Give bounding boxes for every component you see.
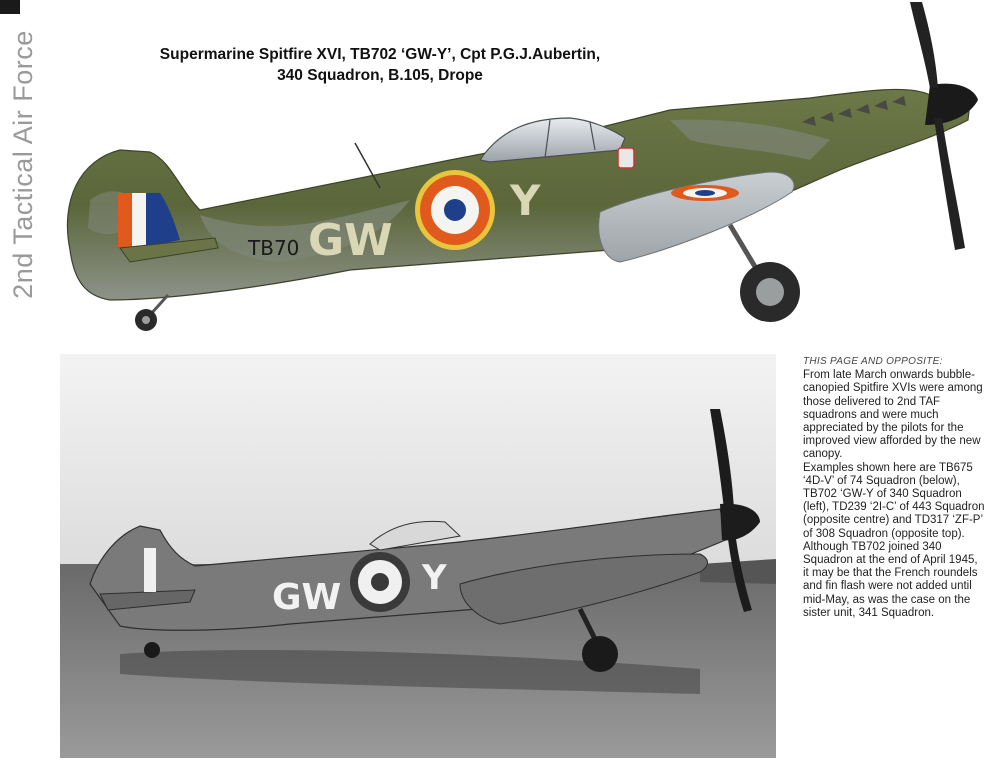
corner-block [0,0,20,14]
photo-tail-wheel [144,642,160,658]
photo-main-wheel [582,636,618,672]
caption-heading: THIS PAGE AND OPPOSITE: [803,356,943,367]
photo-code-letter-right: Y [422,558,447,598]
fuselage-roundel-blue [444,199,466,221]
code-letter-right: Y [510,176,541,225]
caption-line-2: 340 Squadron, B.105, Drope [277,67,483,84]
propeller-spinner [925,84,978,125]
spitfire-profile-illustration [50,0,990,340]
propeller-blade-upper [910,2,938,88]
tail-wheel-hub [142,316,150,324]
caption-paragraph-2: Examples shown here are TB675 ‘4D-V’ of 74 Squadron (below), TB702 ‘GW-Y of 340 Squadron (left), TD239 ‘2I-C’ of 443 Squadron (opposite centre) and TD317 ‘ZF-P’ of 308 Squadron (opposite top). [803,461,985,540]
photo-code-letters-left: GW [272,577,342,618]
section-title: 2nd Tactical Air Force [7,29,38,299]
spitfire-photograph [60,354,776,758]
caption-line-1: Supermarine Spitfire XVI, TB702 ‘GW-Y’, Cpt P.G.J.Aubertin, [159,46,601,63]
main-wheel-hub [756,278,784,306]
fin-flash-red [118,193,132,247]
section-side-label [0,14,46,314]
propeller-blade-lower [934,118,965,250]
serial-number: TB70 [248,236,300,260]
caption-paragraph-3: Although TB702 joined 340 Squadron at the end of April 1945, it may be that the French roundels and fin flash were not added until mid-May, as was the case on the sister unit, 341 Squadron. [803,540,978,619]
wing-roundel-centre [695,190,715,196]
fin-flash-white [132,193,146,247]
cross-of-lorraine-badge [618,148,634,168]
photo-roundel-centre [371,573,389,591]
photo-caption-text [803,355,985,620]
caption-paragraph-1: From late March onwards bubble-canopied Spitfire XVIs were among those delivered to 2nd TAF squadrons and were much appreciated by the pilots for the improved view afforded by the new canopy. [803,369,983,461]
code-letters-left: GW [308,215,393,266]
photo-fin-flash [144,548,156,592]
